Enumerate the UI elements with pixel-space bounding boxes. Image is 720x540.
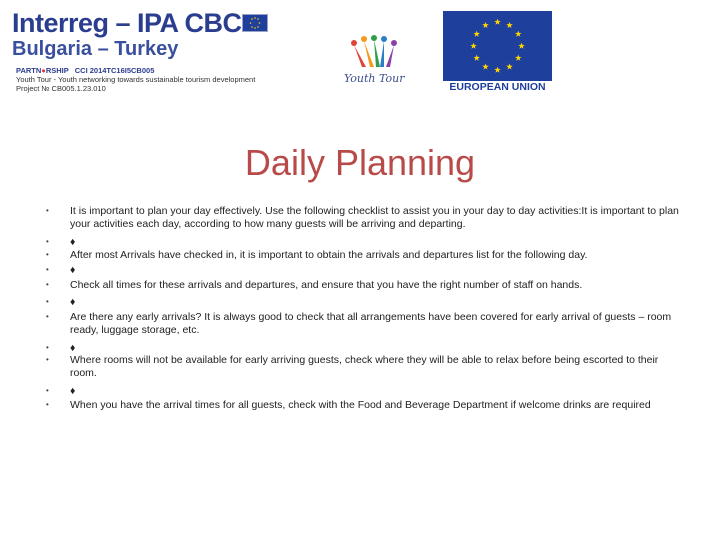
list-item: When you have the arrival times for all guests, check with the Food and Beverage Department if welcome drinks are required [70, 399, 651, 411]
eu-star [506, 63, 512, 69]
list-item: Where rooms will not be available for early arriving guests, check where they will be able to relax before being escorted to their room. [70, 354, 659, 379]
list-item: It is important to plan your day effectively. Use the following checklist to assist you in your day to day activities:It is important to plan your activities each day, according to how many guests will be arriving and departing. [70, 205, 679, 230]
eu-mini-flag-icon [242, 14, 268, 32]
interreg-logo [12, 8, 242, 60]
eu-star [482, 63, 488, 69]
cci-code: CCI 2014TC16I5CB005 [74, 66, 155, 75]
program-title [12, 8, 242, 38]
eu-flag-icon [443, 11, 552, 81]
eu-star [494, 67, 500, 73]
bullet-marker: • [46, 206, 49, 215]
list-item: ♦ [70, 264, 76, 276]
eu-star [482, 22, 488, 28]
list-item: ♦ [70, 236, 76, 248]
bullet-marker: • [46, 386, 49, 395]
list-item: ♦ [70, 342, 76, 354]
project-line: Youth Tour - Youth networking towards sustainable tourism development [16, 75, 256, 84]
bullet-marker: • [46, 400, 49, 409]
list-item: ♦ [70, 296, 76, 308]
youth-tour-text: Youth Tour [344, 72, 405, 85]
youth-tour-logo [340, 35, 410, 95]
eu-star [473, 31, 479, 37]
list-item: Are there any early arrivals? It is always good to check that all arrangements have been covered for early arrival of guests – room ready, luggage storage, etc. [70, 311, 672, 336]
eu-star [515, 55, 521, 61]
eu-star [515, 31, 521, 37]
bullet-marker: • [46, 297, 49, 306]
youth-tour-figures-icon [340, 35, 410, 75]
eu-label: EUROPEAN UNION [449, 81, 546, 93]
bullet-marker: • [46, 312, 49, 321]
bullet-marker: • [46, 343, 49, 352]
bullet-marker: • [46, 250, 49, 259]
eu-star [518, 43, 524, 49]
list-item: Check all times for these arrivals and departures, and ensure that you have the right number of staff on hands. [70, 279, 583, 291]
eu-star [470, 43, 476, 49]
bullet-marker: • [46, 280, 49, 289]
eu-star [494, 19, 500, 25]
list-item: After most Arrivals have checked in, it is important to obtain the arrivals and departures list for the following day. [70, 249, 588, 261]
bullet-marker: • [46, 237, 49, 246]
program-subtitle: Bulgaria – Turkey [12, 38, 179, 60]
program-title-a: Interreg [12, 8, 109, 38]
bullet-marker: • [46, 265, 49, 274]
eu-star [473, 55, 479, 61]
page-title: Daily Planning [244, 142, 476, 183]
list-item: ♦ [70, 385, 76, 397]
program-title-b: – IPA CBC [108, 8, 242, 38]
header [0, 0, 720, 110]
partnership-block [16, 66, 255, 93]
project-number: Project № CB005.1.23.010 [16, 84, 106, 93]
eu-star [506, 22, 512, 28]
bullet-marker: • [46, 355, 49, 364]
partnership-label: PARTN●RSHIP [16, 66, 69, 75]
